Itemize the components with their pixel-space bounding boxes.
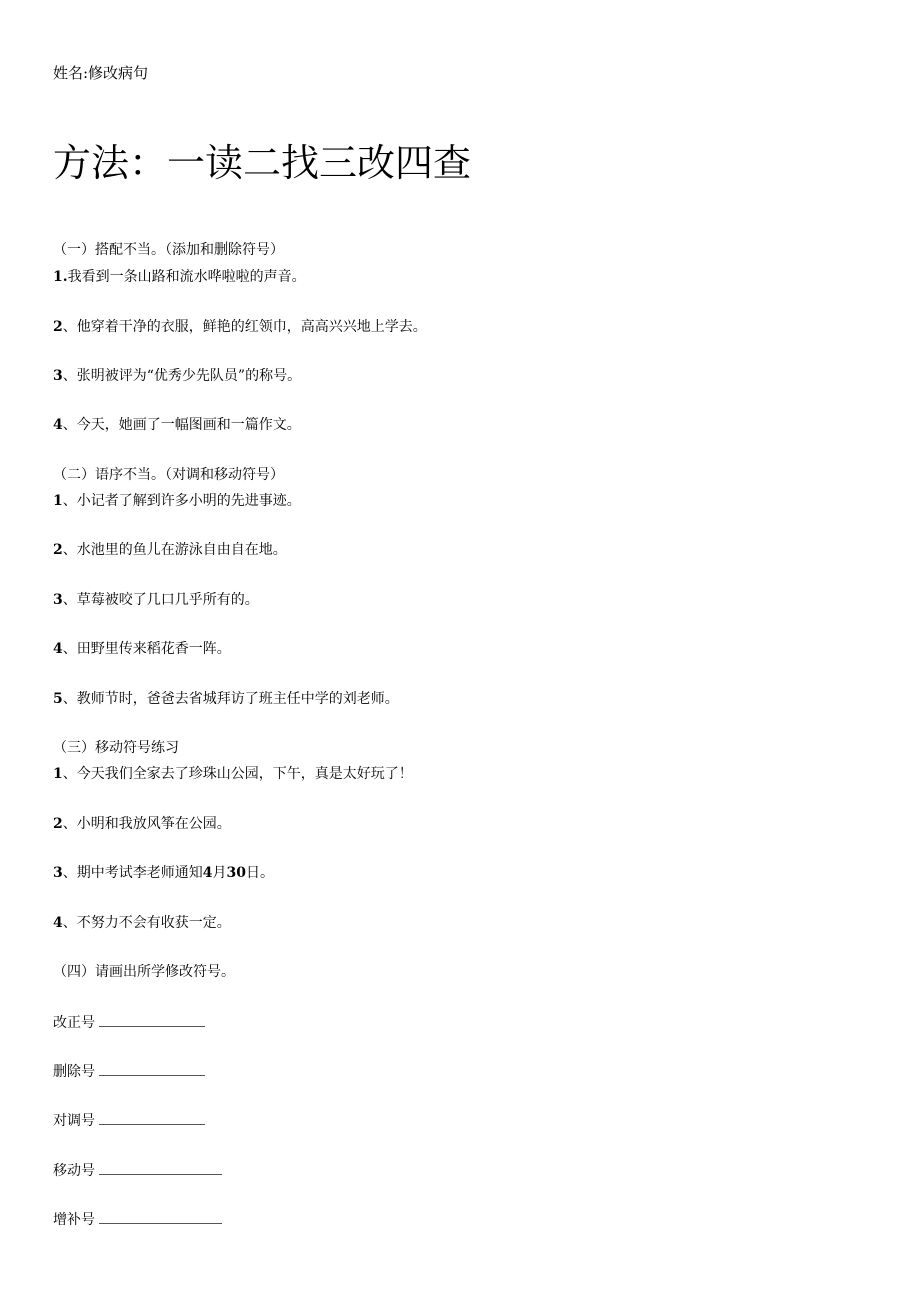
item-text: 、草莓被咬了几口几乎所有的。 xyxy=(62,592,259,608)
item-number: 2 xyxy=(53,816,63,832)
section1-heading: （一）搭配不当。（添加和删除符号） xyxy=(53,242,284,258)
item-text: 、今天，她画了一幅图画和一篇作文。 xyxy=(62,417,301,433)
item-number: 5 xyxy=(53,691,63,707)
list-item xyxy=(53,317,427,337)
symbol-blank-row xyxy=(53,1160,222,1181)
symbol-blank-row xyxy=(53,1012,205,1033)
item-text: 我看到一条山路和流水哗啦啦的声音。 xyxy=(67,269,306,285)
date-day-number: 30 xyxy=(226,865,246,881)
section3-heading: （三）移动符号练习 xyxy=(53,740,179,756)
list-item xyxy=(53,267,306,287)
list-item xyxy=(53,689,399,709)
item-text: 、他穿着干净的衣服，鲜艳的红领巾，高高兴兴地上学去。 xyxy=(62,319,427,335)
item-number: 1. xyxy=(53,269,68,285)
symbol-blank-row xyxy=(53,1110,205,1131)
item-text: 、今天我们全家去了珍珠山公园，下午，真是太好玩了！ xyxy=(62,766,413,782)
symbol-label: 删除号 xyxy=(53,1064,95,1080)
date-month-number: 4 xyxy=(202,865,213,881)
item-text: 、水池里的鱼儿在游泳自由自在地。 xyxy=(62,542,287,558)
item-text: 、小记者了解到许多小明的先进事迹。 xyxy=(62,493,301,509)
name-line: 姓名:修改病句 xyxy=(53,64,149,82)
symbol-label: 对调号 xyxy=(53,1113,95,1129)
symbol-label: 改正号 xyxy=(53,1015,95,1031)
item-text: 、田野里传来稻花香一阵。 xyxy=(62,641,231,657)
list-item xyxy=(53,415,301,435)
item-number: 4 xyxy=(53,417,63,433)
item-number: 1 xyxy=(53,493,63,509)
item-number: 3 xyxy=(53,865,63,881)
item-text: 、教师节时，爸爸去省城拜访了班主任中学的刘老师。 xyxy=(62,691,399,707)
item-number: 3 xyxy=(53,592,63,608)
item-text: 、期中考试李老师通知 xyxy=(62,865,203,881)
section2-heading: （二）语序不当。（对调和移动符号） xyxy=(53,467,284,483)
section4-heading: （四）请画出所学修改符号。 xyxy=(53,964,235,980)
list-item xyxy=(53,764,413,784)
list-item xyxy=(53,639,231,659)
symbol-blank-row xyxy=(53,1209,222,1230)
list-item xyxy=(53,366,301,386)
symbol-label: 增补号 xyxy=(53,1212,95,1228)
item-text: 日。 xyxy=(245,865,274,881)
answer-blank[interactable] xyxy=(99,1110,205,1125)
answer-blank[interactable] xyxy=(99,1012,205,1027)
item-number: 1 xyxy=(53,766,63,782)
symbol-label: 移动号 xyxy=(53,1163,95,1179)
page-title: 方法：一读二找三改四查 xyxy=(53,141,472,185)
answer-blank[interactable] xyxy=(99,1160,222,1175)
item-number: 3 xyxy=(53,368,63,384)
item-number: 4 xyxy=(53,915,63,931)
answer-blank[interactable] xyxy=(99,1061,205,1076)
list-item xyxy=(53,540,287,560)
item-text: 、张明被评为“优秀少先队员”的称号。 xyxy=(62,368,302,384)
list-item xyxy=(53,491,301,511)
item-text: 月 xyxy=(212,865,227,881)
symbol-blank-row xyxy=(53,1061,205,1082)
item-number: 2 xyxy=(53,542,63,558)
list-item xyxy=(53,913,231,933)
list-item xyxy=(53,590,259,610)
item-number: 4 xyxy=(53,641,63,657)
item-text: 、不努力不会有收获一定。 xyxy=(62,915,231,931)
list-item xyxy=(53,814,231,834)
answer-blank[interactable] xyxy=(99,1209,222,1224)
item-number: 2 xyxy=(53,319,63,335)
item-text: 、小明和我放风筝在公园。 xyxy=(62,816,231,832)
list-item xyxy=(53,863,274,883)
